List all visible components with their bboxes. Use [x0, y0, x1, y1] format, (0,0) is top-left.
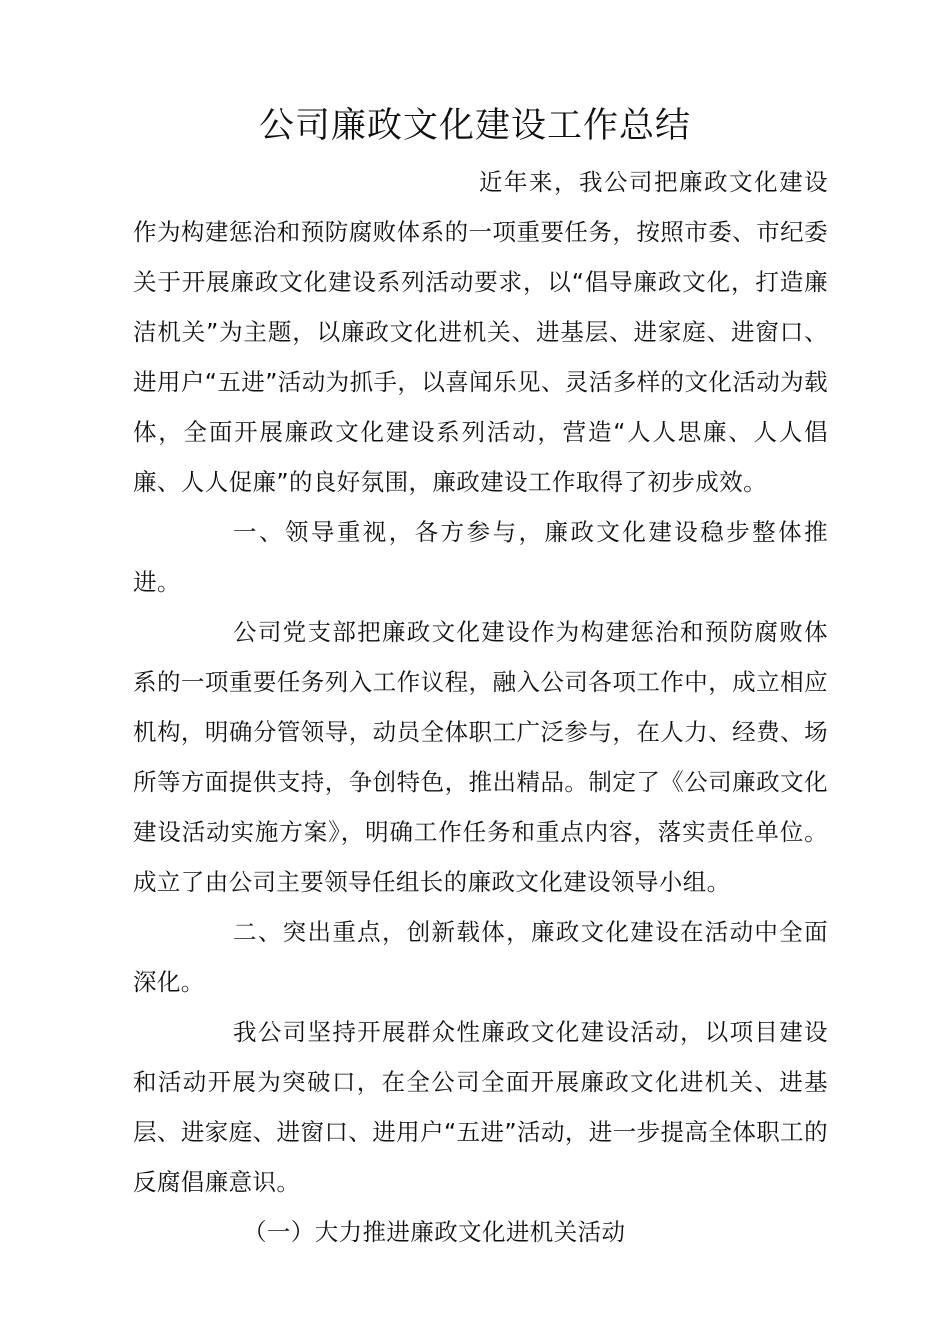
document-title: 公司廉政文化建设工作总结	[258, 106, 691, 146]
intro-paragraph: 近年来，我公司把廉政文化建设作为构建惩治和预防腐败体系的一项重要任务，按照市委、市纪委关于开展廉政文化建设系列活动要求，以“倡导廉政文化，打造廉洁机关”为主题，以廉政文化进机关、进基层、进家庭、进窗口、进用户“五进”活动为抓手，以喜闻乐见、灵活多样的文化活动为载体，全面开展廉政文化建设系列活动，营造“人人思廉、人人倡廉、人人促廉”的良好氛围，廉政建设工作取得了初步成效。	[133, 168, 828, 496]
section-heading-1: 一、领导重视，各方参与，廉政文化建设稳步整体推进。	[133, 518, 828, 596]
document-body	[133, 157, 828, 1257]
section-1-paragraph: 公司党支部把廉政文化建设作为构建惩治和预防腐败体系的一项重要任务列入工作议程，融入公司各项工作中，成立相应机构，明确分管领导，动员全体职工广泛参与，在人力、经费、场所等方面提供支持，争创特色，推出精品。制定了《公司廉政文化建设活动实施方案》，明确工作任务和重点内容，落实责任单位。成立了由公司主要领导任组长的廉政文化建设领导小组。	[133, 618, 828, 896]
section-2-paragraph: 我公司坚持开展群众性廉政文化建设活动，以项目建设和活动开展为突破口，在全公司全面开展廉政文化进机关、进基层、进家庭、进窗口、进用户“五进”活动，进一步提高全体职工的反腐倡廉意识。	[133, 1018, 828, 1196]
section-heading-2: 二、突出重点，创新载体，廉政文化建设在活动中全面深化。	[133, 918, 828, 996]
subsection-heading-1: （一）大力推进廉政文化进机关活动	[243, 1218, 626, 1246]
